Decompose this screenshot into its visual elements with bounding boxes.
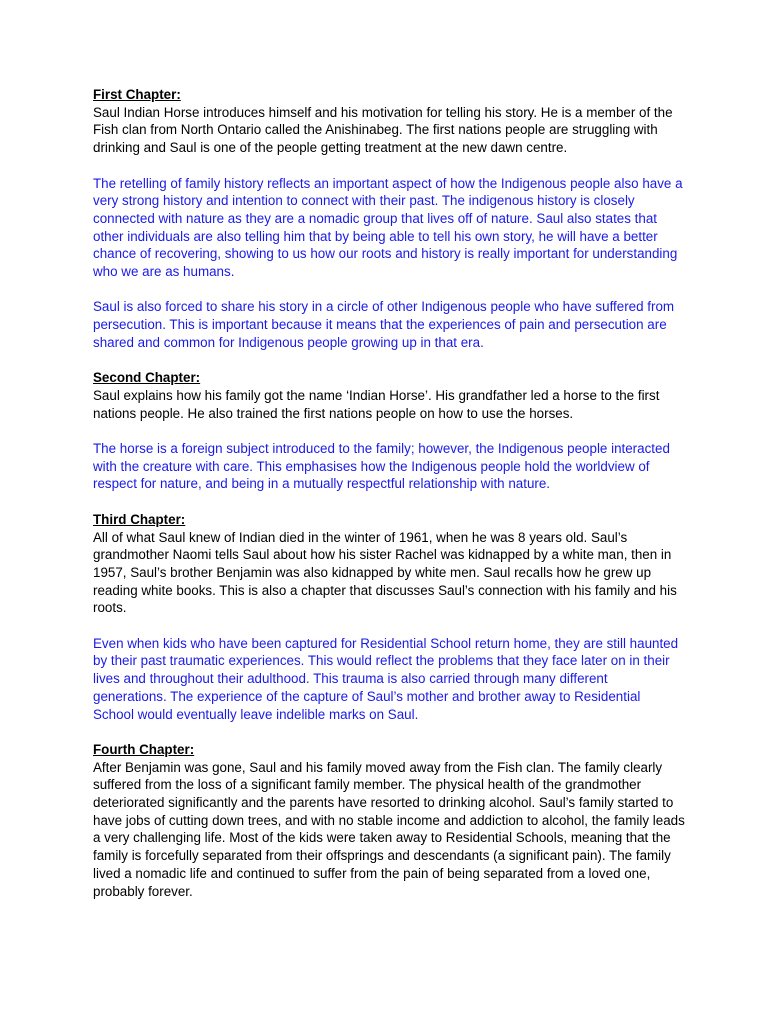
chapter-section-first xyxy=(93,86,685,352)
chapter-summary: Saul explains how his family got the name ‘Indian Horse’. His grandfather led a horse to the first nations people. He also trained the first nations people on how to use the horses. xyxy=(93,387,660,421)
chapter-summary: All of what Saul knew of Indian died in the winter of 1961, when he was 8 years old. Saul’s grandmother Naomi tells Saul about how his sister Rachel was kidnapped by a white man, then in 1957, Saul’s brother Benjamin was also kidnapped by white men. Saul recalls how he grew up reading white books. This is also a chapter that discusses Saul’s connection with his family and his roots. xyxy=(93,529,677,616)
chapter-heading: Second Chapter: xyxy=(93,370,201,386)
chapter-section-third xyxy=(93,511,685,723)
document-page xyxy=(93,86,685,918)
chapter-summary: Saul Indian Horse introduces himself and his motivation for telling his story. He is a member of the Fish clan from North Ontario called the Anishinabeg. The first nations people are struggling with drinking and Saul is one of the people getting treatment at the new dawn centre. xyxy=(93,104,673,156)
chapter-summary: After Benjamin was gone, Saul and his family moved away from the Fish clan. The family clearly suffered from the loss of a significant family member. The physical health of the grandmother deteriorated significantly and the parents have resorted to drinking alcohol. Saul’s family started to have jobs of cutting down trees, and with no stable income and addiction to alcohol, the family leads a very challenging life. Most of the kids were taken away to Residential Schools, meaning that the family is forcefully separated from their offsprings and descendants (a significant pain). The family lived a nomadic life and continued to suffer from the pain of being separated from a loved one, probably forever. xyxy=(93,759,685,899)
chapter-heading: Third Chapter: xyxy=(93,511,186,527)
chapter-analysis: Even when kids who have been captured for Residential School return home, they are still haunted by their past traumatic experiences. This would reflect the problems that they face later on in their lives and throughout their adulthood. This trauma is also carried through many different generations. The experience of the capture of Saul’s mother and brother away to Residential School would eventually leave indelible marks on Saul. xyxy=(93,635,679,722)
chapter-analysis: The horse is a foreign subject introduced to the family; however, the Indigenous people interacted with the creature with care. This emphasises how the Indigenous people hold the worldview of respect for nature, and being in a mutually respectful relationship with nature. xyxy=(93,441,670,492)
chapter-heading: First Chapter: xyxy=(93,87,181,102)
chapter-section-fourth xyxy=(93,741,685,900)
chapter-section-second xyxy=(93,369,685,493)
chapter-analysis: The retelling of family history reflects an important aspect of how the Indigenous people also have a very strong history and intention to connect with their past. The indigenous history is closely connected with nature as they are a nomadic group that lives off of nature. Saul also states that other individuals are also telling him that by being able to tell his own story, he will have a better chance of recovering, showing to us how our roots and history is really important for understanding who we are as humans. xyxy=(93,175,683,280)
chapter-heading: Fourth Chapter: xyxy=(93,741,195,757)
chapter-analysis: Saul is also forced to share his story in a circle of other Indigenous people who have suffered from persecution. This is important because it means that the experiences of pain and persecution are shared and common for Indigenous people growing up in that era. xyxy=(93,299,675,350)
